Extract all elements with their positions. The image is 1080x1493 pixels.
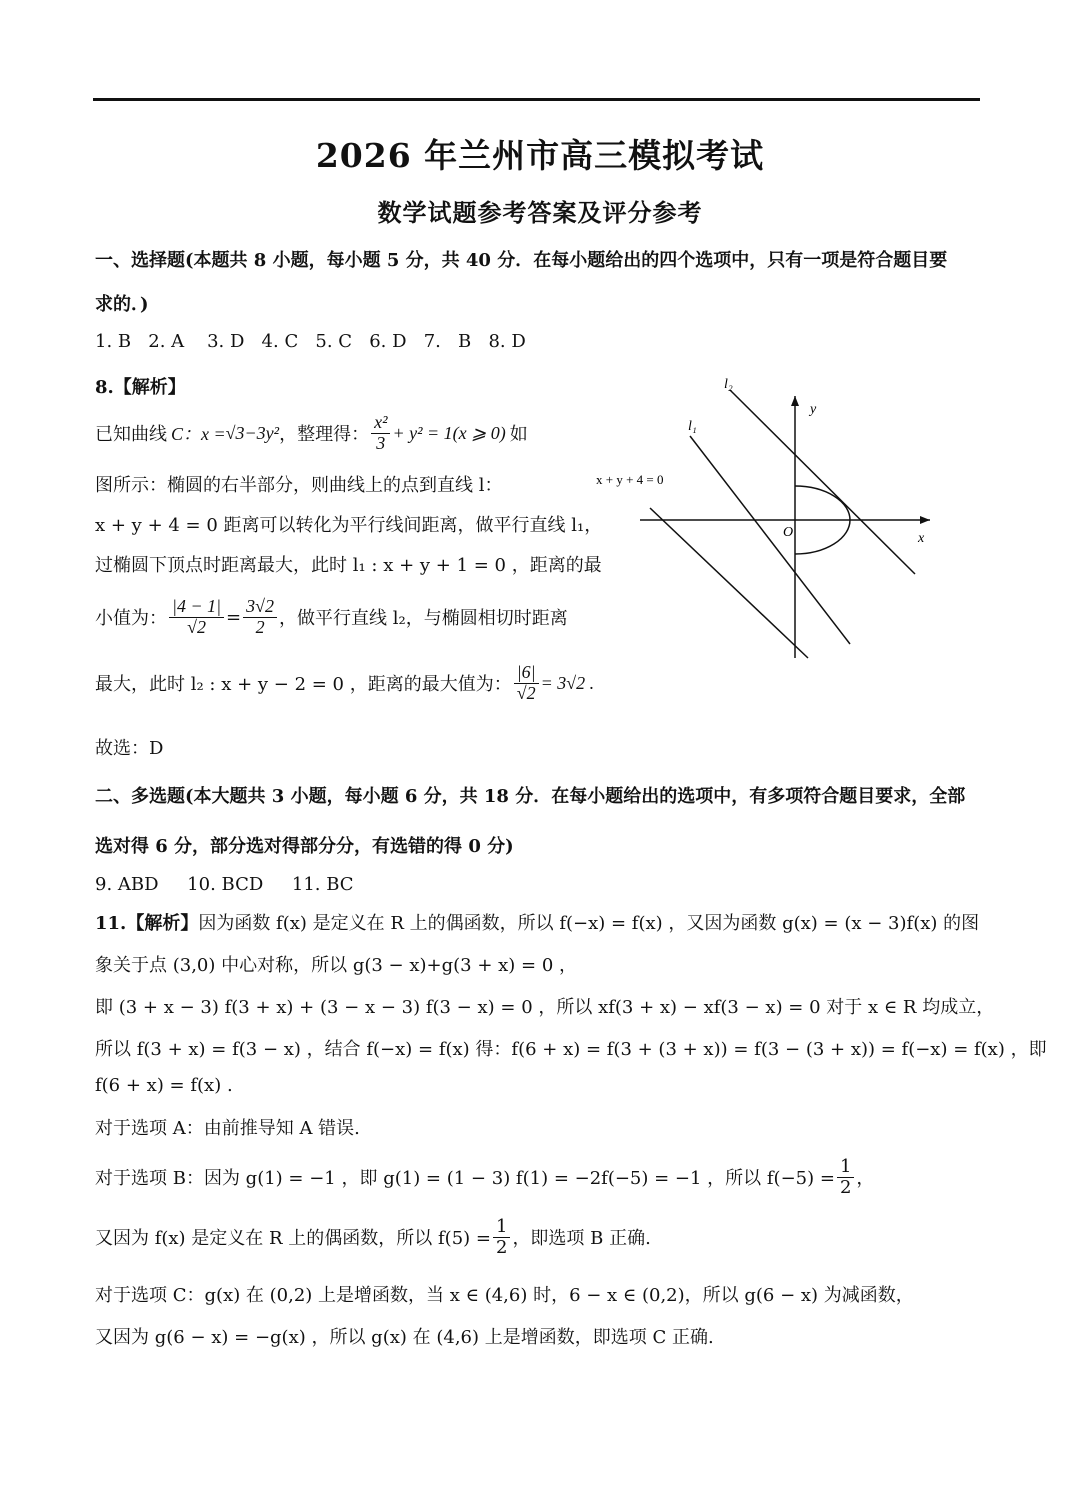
q11-line1	[95, 909, 979, 935]
q8-line5-eq: =	[226, 606, 242, 628]
q8-line2: 图所示：椭圆的右半部分，则曲线上的点到直线 l：	[95, 475, 503, 496]
section1-answers: 1. B 2. A 3. D 4. C 5. C 6. D 7. B 8. D	[95, 331, 526, 352]
section2-heading-line2: 选对得 6 分，部分选对得部分分，有选错的得 0 分)	[95, 836, 514, 857]
q8-line1-d: ，整理得：	[279, 424, 370, 445]
q8-line5	[95, 590, 568, 644]
q8-line5-frac1	[169, 597, 224, 638]
q8-line1-sqrt: √3−3y²	[225, 422, 280, 443]
q8-line4: 过椭圆下顶点时距离最大，此时 l₁ : x + y + 1 = 0 ，距离的最	[95, 555, 602, 576]
q11-option-b2-a: 又因为 f(x) 是定义在 R 上的偶函数，所以 f(5) =	[95, 1228, 491, 1249]
q11-option-b2-frac-num: 1	[493, 1217, 510, 1238]
q8-line5-b: ，做平行直线 l₂，与椭圆相切时距离	[279, 608, 568, 629]
q8-line5-frac1-num: |4 − 1|	[169, 597, 224, 618]
q11-option-b-a: 对于选项 B：因为 g(1) = −1 ，即 g(1) = (1 − 3) f(1) = −2f(−5) = −1 ，所以 f(−5) =	[95, 1168, 835, 1189]
q11-option-b2-frac-den: 2	[495, 1236, 508, 1258]
q11-option-b	[95, 1150, 874, 1204]
q8-line1	[95, 410, 528, 456]
q11-line3: 即 (3 + x − 3) f(3 + x) + (3 − x − 3) f(3 − x) = 0 ，所以 xf(3 + x) − xf(3 − x) = 0 对于 x ∈ R 均成立，	[95, 997, 995, 1018]
q11-line4: 所以 f(3 + x) = f(3 − x) ，结合 f(−x) = f(x) 得：f(6 + x) = f(3 + (3 + x)) = f(3 − (3 + x)) = f(−x) = f(x) ，即	[95, 1039, 1047, 1060]
label-line-equation: x + y + 4 = 0	[596, 472, 664, 487]
label-x: x	[918, 531, 925, 546]
q8-line1-frac	[371, 413, 390, 454]
q11-option-b-frac-num: 1	[837, 1157, 854, 1178]
q11-option-a: 对于选项 A：由前推导知 A 错误.	[95, 1118, 360, 1139]
q11-line1-text: 因为函数 f(x) 是定义在 R 上的偶函数，所以 f(−x) = f(x) ，又因为函数 g(x) = (x − 3)f(x) 的图	[198, 913, 980, 934]
ellipse-graph	[590, 368, 950, 668]
q11-option-b-frac-den: 2	[839, 1176, 852, 1198]
q11-option-b2	[95, 1210, 651, 1264]
q11-label: 11.【解析】	[95, 913, 199, 934]
top-rule	[93, 98, 980, 101]
label-l1: l₁	[688, 419, 697, 434]
page-subtitle: 数学试题参考答案及评分参考	[377, 198, 703, 227]
q8-line6-a: 最大，此时 l₂ : x + y − 2 = 0 ，距离的最大值为：	[95, 674, 512, 695]
q8-line6-frac-den: √2	[516, 682, 536, 703]
q8-line1-b: C：x =	[171, 424, 226, 444]
q11-line5: f(6 + x) = f(x) .	[95, 1075, 233, 1096]
label-y: y	[810, 402, 817, 417]
q11-option-b2-b: ，即选项 B 正确.	[512, 1228, 651, 1249]
q8-line5-frac2-num: 3√2	[243, 597, 277, 618]
q11-option-b-b: ，	[856, 1168, 875, 1189]
line-l1	[690, 436, 850, 644]
q11-option-b-frac	[837, 1157, 854, 1198]
q8-line6	[95, 656, 594, 710]
label-origin: O	[783, 525, 794, 540]
q11-option-b2-frac	[493, 1217, 510, 1258]
label-l2: l₂	[724, 377, 733, 392]
q8-line6-frac	[514, 663, 539, 704]
q8-line1-frac-den: 3	[376, 432, 386, 453]
q11-option-c1: 对于选项 C：g(x) 在 (0,2) 上是增函数，当 x ∈ (4,6) 时，6 − x ∈ (0,2)，所以 g(6 − x) 为减函数，	[95, 1285, 914, 1306]
section1-heading-line1: 一、选择题(本题共 8 小题，每小题 5 分，共 40 分．在每小题给出的四个选项中，只有一项是符合题目要	[95, 250, 948, 271]
q8-line3: x + y + 4 = 0 距离可以转化为平行线间距离，做平行直线 l₁，	[95, 515, 603, 536]
section2-heading-line1: 二、多选题(本大题共 3 小题，每小题 6 分，共 18 分．在每小题给出的选项中，有多项符合题目要求，全部	[95, 786, 966, 807]
q11-option-c2: 又因为 g(6 − x) = −g(x) ，所以 g(x) 在 (4,6) 上是增函数，即选项 C 正确.	[95, 1327, 714, 1348]
x-axis-arrow-icon	[920, 516, 930, 524]
q8-line6-b: = 3√2 .	[540, 672, 595, 693]
y-axis-arrow-icon	[791, 396, 799, 406]
section1-heading-line2: 求的．)	[95, 294, 149, 315]
q8-line6-frac-num: |6|	[514, 663, 539, 684]
q8-choice: 故选：D	[95, 738, 164, 759]
q11-line2: 象关于点 (3,0) 中心对称，所以 g(3 − x)+g(3 + x) = 0 ，	[95, 955, 578, 976]
q8-line1-frac-num: x²	[371, 413, 390, 434]
q8-line1-a: 已知曲线	[95, 424, 167, 445]
section2-answers: 9. ABD 10. BCD 11. BC	[95, 874, 354, 895]
q8-label: 8.【解析】	[95, 377, 186, 398]
q8-line5-a: 小值为：	[95, 608, 167, 629]
q8-line1-e: + y² = 1(x ⩾ 0)	[392, 422, 506, 443]
q8-line5-frac1-den: √2	[187, 616, 206, 637]
q8-line5-frac2-den: 2	[255, 616, 265, 637]
q8-line1-f: 如	[509, 424, 528, 445]
q8-line5-frac2	[243, 597, 277, 638]
page-title: 2026 年兰州市高三模拟考试	[315, 136, 765, 175]
line-l2	[730, 390, 915, 574]
